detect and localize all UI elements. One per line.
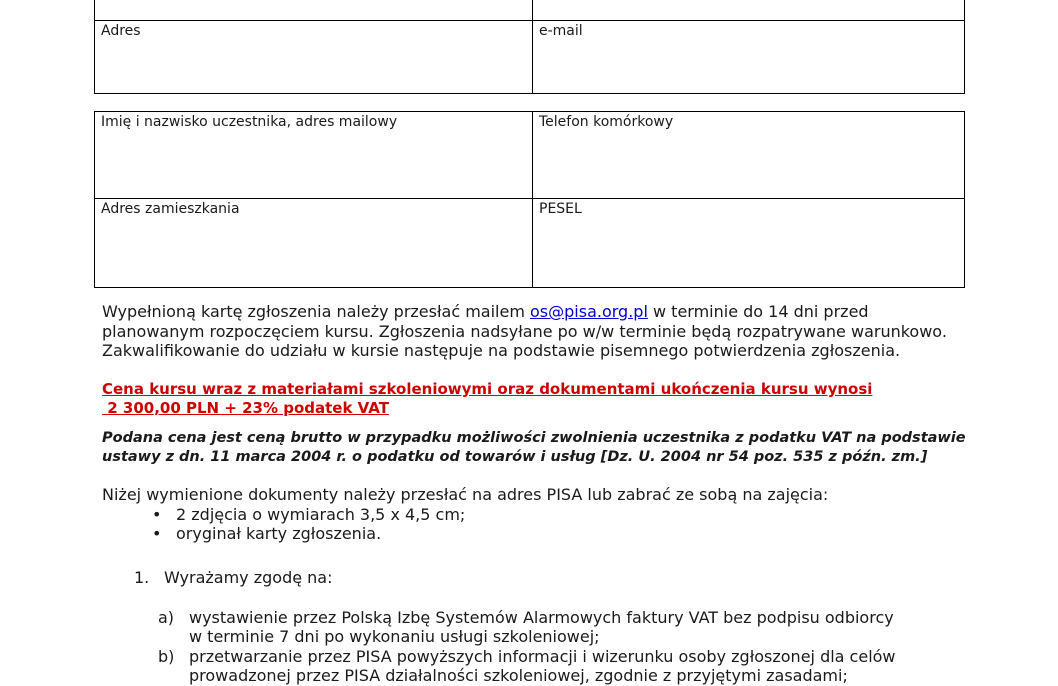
consent-item-b-line-2: prowadzonej przez PISA działalności szkoleniowej, zgodnie z przyjętymi zasadami; (189, 666, 848, 685)
price-line-1: Cena kursu wraz z materiałami szkoleniowymi oraz dokumentami ukończenia kursu wynosi (102, 380, 873, 398)
company-name-cell[interactable] (95, 0, 533, 21)
participant-name-cell[interactable] (95, 112, 533, 199)
pesel-label: PESEL (539, 201, 582, 217)
consent-number: 1. (134, 568, 150, 587)
home-address-cell[interactable] (95, 199, 533, 288)
price-line-2: 2 300,00 PLN + 23% podatek VAT (102, 399, 389, 417)
participant-label: Imię i nazwisko uczestnika, adres mailowy (101, 114, 398, 130)
home-address-label: Adres zamieszkania (101, 201, 240, 217)
mobile-phone-cell[interactable] (533, 112, 965, 199)
bullet-icon: • (152, 505, 162, 524)
vat-note-line-1: Podana cena jest ceną brutto w przypadku możliwości zwolnienia uczestnika z podatku VAT na podstawie (102, 430, 966, 446)
pesel-cell[interactable] (533, 199, 965, 288)
address-label: Adres (101, 23, 141, 39)
bullet-icon: • (152, 524, 162, 543)
company-phone-cell[interactable] (533, 0, 965, 21)
company-table (94, 0, 965, 94)
vat-note-line-2: ustawy z dn. 11 marca 2004 r. o podatku od towarów i usług [Dz. U. 2004 nr 54 poz. 535 z późn. zm.] (102, 448, 928, 465)
document-item: • 2 zdjęcia o wymiarach 3,5 x 4,5 cm; (152, 505, 466, 524)
instructions-line-1: Wypełnioną kartę zgłoszenia należy przesłać mailem os@pisa.org.pl w terminie do 14 dni przed (102, 302, 869, 321)
email-label: e-mail (539, 23, 583, 39)
submission-instructions (102, 302, 962, 361)
instructions-line-2: planowanym rozpoczęciem kursu. Zgłoszenia nadsyłane po w/w terminie będą rozpatrywane warunkowo. (102, 321, 947, 341)
participant-table (94, 111, 965, 288)
company-email-cell[interactable] (533, 21, 965, 94)
instructions-line-3: Zakwalifikowanie do udziału w kursie następuje na podstawie pisemnego potwierdzenia zgłoszenia. (102, 341, 901, 360)
consent-item-b-line-1: przetwarzanie przez PISA powyższych informacji i wizerunku osoby zgłoszonej dla celów (189, 647, 896, 666)
email-link[interactable]: os@pisa.org.pl (530, 302, 648, 321)
consent-marker-b: b) (158, 647, 175, 666)
consent-marker-a: a) (158, 608, 175, 627)
vat-note (102, 429, 972, 466)
document-item: • oryginał karty zgłoszenia. (152, 524, 382, 543)
consent-item-a-line-1: wystawienie przez Polską Izbę Systemów Alarmowych faktury VAT bez podpisu odbiorcy (189, 608, 894, 627)
consent-heading: Wyrażamy zgodę na: (164, 568, 333, 587)
documents-intro: Niżej wymienione dokumenty należy przesłać na adres PISA lub zabrać ze sobą na zajęcia: (102, 485, 829, 504)
phone-label: Telefon komórkowy (539, 114, 674, 130)
consent-item-a-line-2: w terminie 7 dni po wykonaniu usługi szkoleniowej; (189, 627, 600, 646)
company-address-cell[interactable] (95, 21, 533, 94)
